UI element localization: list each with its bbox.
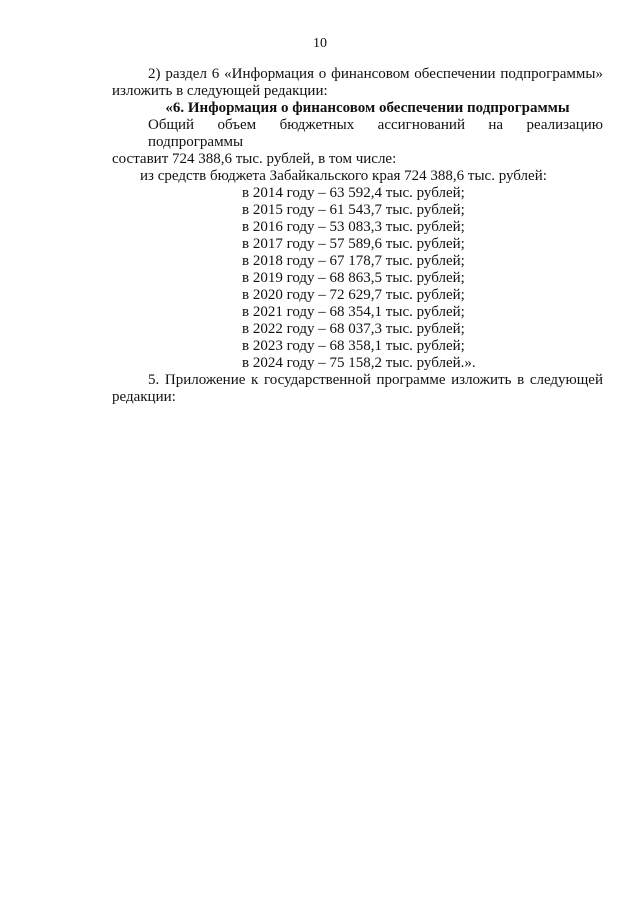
- year-amount-2019: в 2019 году – 68 863,5 тыс. рублей;: [242, 270, 465, 286]
- item-5-line-1: 5. Приложение к государственной программе изложить в следующей: [148, 372, 603, 388]
- year-amount-2024: в 2024 году – 75 158,2 тыс. рублей.».: [242, 355, 476, 371]
- year-amount-2016: в 2016 году – 53 083,3 тыс. рублей;: [242, 219, 465, 235]
- year-amount-2021: в 2021 году – 68 354,1 тыс. рублей;: [242, 304, 465, 320]
- item-2-line-2: изложить в следующей редакции:: [112, 83, 328, 99]
- document-body: [112, 66, 603, 406]
- year-amount-2020: в 2020 году – 72 629,7 тыс. рублей;: [242, 287, 465, 303]
- section-heading: «6. Информация о финансовом обеспечении подпрограммы: [165, 100, 570, 116]
- year-amount-2014: в 2014 году – 63 592,4 тыс. рублей;: [242, 185, 465, 201]
- total-line-1: Общий объем бюджетных ассигнований на реализацию подпрограммы: [148, 117, 603, 150]
- budget-source: из средств бюджета Забайкальского края 724 388,6 тыс. рублей:: [140, 168, 547, 184]
- item-5-line-2: редакции:: [112, 389, 176, 405]
- total-line-2: составит 724 388,6 тыс. рублей, в том числе:: [112, 151, 397, 167]
- year-amount-2023: в 2023 году – 68 358,1 тыс. рублей;: [242, 338, 465, 354]
- yearly-amounts-list: [112, 185, 603, 372]
- year-amount-2015: в 2015 году – 61 543,7 тыс. рублей;: [242, 202, 465, 218]
- year-amount-2022: в 2022 году – 68 037,3 тыс. рублей;: [242, 321, 465, 337]
- year-amount-2018: в 2018 году – 67 178,7 тыс. рублей;: [242, 253, 465, 269]
- year-amount-2017: в 2017 году – 57 589,6 тыс. рублей;: [242, 236, 465, 252]
- item-2-line-1: 2) раздел 6 «Информация о финансовом обеспечении подпрограммы»: [148, 66, 603, 82]
- item-5-paragraph: [112, 372, 603, 406]
- total-allocation-paragraph: [112, 117, 603, 168]
- item-2-paragraph: [112, 66, 603, 100]
- page-number: 10: [313, 36, 327, 51]
